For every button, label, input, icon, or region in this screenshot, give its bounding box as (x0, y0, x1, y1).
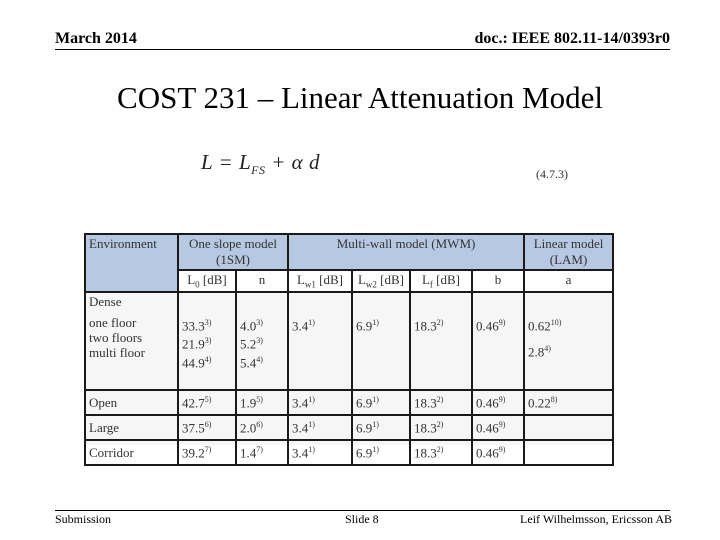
row-a (524, 440, 613, 465)
table-row (85, 440, 613, 465)
attenuation-table (84, 233, 612, 461)
row-n: 2.0$^{6)}$ (236, 415, 288, 440)
th-linear-abbr: (LAM) (549, 252, 588, 267)
th-linear-label: Linear model (533, 236, 604, 251)
table-row (85, 390, 613, 415)
th-lw1: $L_{w1}$ [dB] (288, 270, 352, 292)
row-a (524, 415, 613, 440)
equation-lhs: L = L (201, 150, 252, 174)
dense-lw1: 3.4$^{1)}$ (288, 292, 352, 390)
row-l0: 39.2$^{7)}$ (178, 440, 236, 465)
th-environment: Environment (85, 234, 178, 292)
row-lf: 18.3$^{2)}$ (410, 440, 472, 465)
header-doc-id: doc.: IEEE 802.11-14/0393r0 (474, 30, 670, 47)
table-row (85, 415, 613, 440)
th-b: b (472, 270, 524, 292)
th-lw2: $L_{w2}$ [dB] (352, 270, 410, 292)
th-n: n (236, 270, 288, 292)
equation-sub: FS (251, 163, 266, 178)
row-lw1: 3.4$^{1)}$ (288, 440, 352, 465)
th-l0: $L_0$ [dB] (178, 270, 236, 292)
row-l0: 42.7$^{5)}$ (178, 390, 236, 415)
footer-rule (55, 510, 670, 511)
footer-slide-number: Slide 8 (345, 512, 379, 526)
row-lw1: 3.4$^{1)}$ (288, 415, 352, 440)
footer-submission: Submission (55, 512, 112, 526)
header-date: March 2014 (55, 30, 137, 47)
row-lw2: 6.9$^{1)}$ (352, 440, 410, 465)
dense-n: 4.0$^{3)}$ 5.2$^{3)}$ 5.4$^{4)}$ (236, 292, 288, 390)
table-row (85, 292, 613, 390)
row-n: 1.4$^{7)}$ (236, 440, 288, 465)
th-one-slope-label: One slope model (188, 236, 278, 251)
row-env: Corridor (85, 440, 178, 465)
th-one-slope (178, 234, 288, 270)
header-rule (55, 49, 670, 50)
row-l0: 37.5$^{6)}$ (178, 415, 236, 440)
row-a: 0.22$^{8)}$ (524, 390, 613, 415)
equation-rhs: + α d (265, 150, 320, 174)
dense-a: 0.62$^{10)}$ 2.8$^{4)}$ (524, 292, 613, 390)
row-b: 0.46$^{9)}$ (472, 390, 524, 415)
row-env: Large (85, 415, 178, 440)
footer-author: Leif Wilhelmsson, Ericsson AB (520, 512, 672, 526)
dense-lf: 18.3$^{2)}$ (410, 292, 472, 390)
row-b: 0.46$^{9)}$ (472, 440, 524, 465)
th-one-slope-abbr: (1SM) (216, 252, 250, 267)
dense-env: Dense one floor two floors multi floor (85, 292, 178, 390)
dense-lw2: 6.9$^{1)}$ (352, 292, 410, 390)
th-linear (524, 234, 613, 270)
th-lf: $L_f$ [dB] (410, 270, 472, 292)
row-b: 0.46$^{9)}$ (472, 415, 524, 440)
th-multi-wall: Multi-wall model (MWM) (288, 234, 524, 270)
th-a: a (524, 270, 613, 292)
row-lw2: 6.9$^{1)}$ (352, 390, 410, 415)
row-lw1: 3.4$^{1)}$ (288, 390, 352, 415)
slide-title: COST 231 – Linear Attenuation Model (117, 80, 603, 115)
equation (201, 150, 320, 178)
equation-number: (4.7.3) (536, 167, 568, 181)
row-lw2: 6.9$^{1)}$ (352, 415, 410, 440)
row-env: Open (85, 390, 178, 415)
row-lf: 18.3$^{2)}$ (410, 415, 472, 440)
row-n: 1.9$^{5)}$ (236, 390, 288, 415)
dense-b: 0.46$^{9)}$ (472, 292, 524, 390)
row-lf: 18.3$^{2)}$ (410, 390, 472, 415)
dense-l0: 33.3$^{3)}$ 21.9$^{3)}$ 44.9$^{4)}$ (178, 292, 236, 390)
